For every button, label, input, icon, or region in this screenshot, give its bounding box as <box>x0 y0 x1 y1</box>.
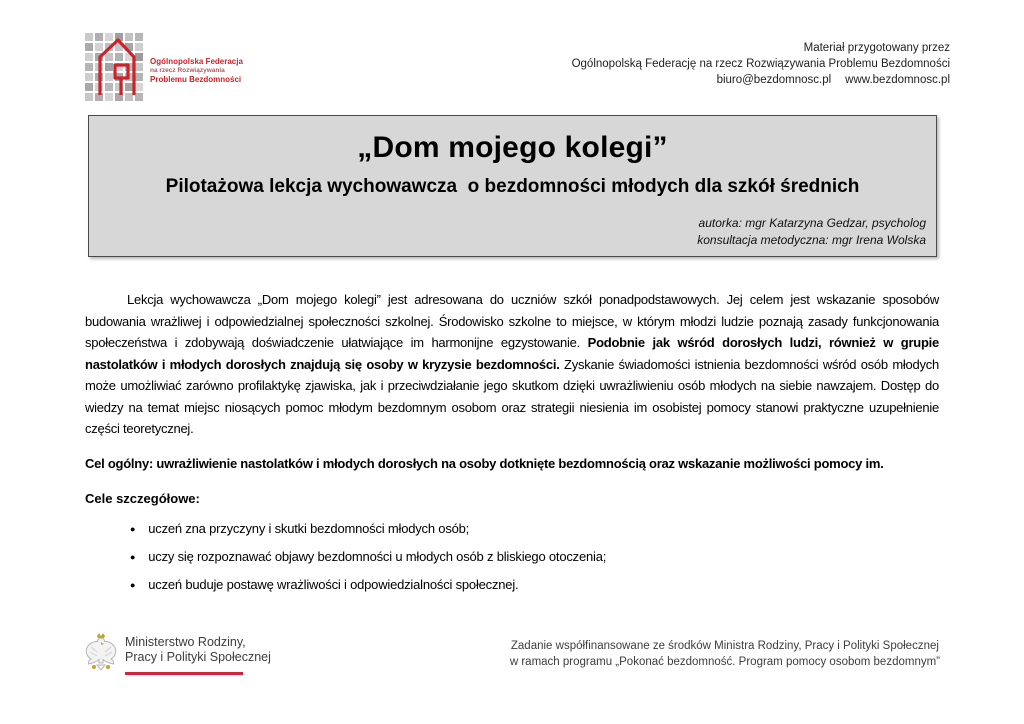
federation-name-line2: na rzecz Rozwiązywania <box>150 67 225 74</box>
goal-text: uczeń zna przyczyny i skutki bezdomności młodych osób; <box>148 521 470 536</box>
general-goal-paragraph: Cel ogólny: uwrażliwienie nastolatków i młodych dorosłych na osoby dotknięte bezdomnością oraz wskazanie możliwości pomocy im. <box>85 455 884 471</box>
title-box <box>88 115 937 257</box>
document-footer <box>85 632 940 679</box>
document-header <box>85 33 950 106</box>
consultant-line: konsultacja metodyczna: mgr Irena Wolska <box>697 233 926 247</box>
prepared-by-line2: Ogólnopolską Federację na rzecz Rozwiązywania Problemu Bezdomności <box>571 58 950 70</box>
contact-line <box>572 72 950 88</box>
main-content <box>85 289 939 605</box>
federation-name-line1: Ogólnopolska Federacja <box>150 57 243 66</box>
credits-block <box>697 215 926 249</box>
prepared-by-line1: Materiał przygotowany przez <box>803 42 950 54</box>
specific-goals-list <box>85 521 939 592</box>
intro-text-part2: Zyskanie świadomości istnienia bezdomności wśród osób młodych może umożliwiać zarówno profilaktykę zjawiska, jak i przeciwdziałanie jego skutkom dzięki uwrażliwieniu osób młodych na siebie nawzajem. Dostęp do wiedzy na temat miejsc niosących pomoc młodym bezdomnym osobom oraz strategii niesienia im osobistej pomocy stanowi praktyczne uzupełnienie części teoretycznej. <box>85 356 939 436</box>
list-item <box>130 549 939 564</box>
funding-note <box>510 632 940 670</box>
funding-line2: w ramach programu „Pokonać bezdomność. Program pomocy osobom bezdomnym” <box>509 656 940 668</box>
document-subtitle: Pilotażowa lekcja wychowawcza o bezdomności młodych dla szkół średnich <box>165 176 860 197</box>
bullet-icon: ● <box>130 524 136 534</box>
federation-name-line3: Problemu Bezdomności <box>150 75 242 84</box>
ministry-name-line1: Ministerstwo Rodziny, <box>125 635 246 649</box>
eagle-emblem-icon <box>85 632 117 679</box>
federation-logo-text <box>150 33 243 84</box>
document-title: „Dom mojego kolegi” <box>357 131 668 164</box>
list-item <box>130 521 939 536</box>
intro-text-part1: Lekcja wychowawcza „Dom mojego kolegi” jest adresowana do uczniów szkół ponadpodstawowych. Jej celem jest wskazanie sposobów budowania wrażliwej i odpowiedzialnej społeczności szkolnej. Środowisko szkolne to miejsce, w którym młodzi ludzie poznają zasady funkcjonowania społeczeństwa i zdobywają doświadczenie ułatwiające im harmonijne egzystowanie. <box>85 292 939 350</box>
specific-goals-heading: Cele szczegółowe: <box>85 491 200 506</box>
intro-text-bold: Podobnie jak wśród dorosłych ludzi, również w grupie nastolatków i młodych dorosłych znajdują się osoby w kryzysie bezdomności. <box>85 335 939 372</box>
federation-logo <box>85 33 243 106</box>
author-line: autorka: mgr Katarzyna Gedzar, psycholog <box>698 216 926 230</box>
email-text: biuro@bezdomnosc.pl <box>716 74 832 86</box>
ministry-name-block <box>125 632 271 675</box>
bullet-icon: ● <box>130 552 136 562</box>
ministry-name-line2: Pracy i Polityki Społecznej <box>125 650 271 664</box>
goal-text: uczy się rozpoznawać objawy bezdomności u młodych osób z bliskiego otoczenia; <box>148 549 607 564</box>
intro-paragraph <box>85 289 939 440</box>
goal-text: uczeń buduje postawę wrażliwości i odpowiedzialności społecznej. <box>148 577 519 592</box>
funding-line1: Zadanie współfinansowane ze środków Ministra Rodziny, Pracy i Polityki Społecznej <box>510 640 939 652</box>
bullet-icon: ● <box>130 580 136 590</box>
list-item <box>130 577 939 592</box>
prepared-by-block <box>572 33 950 88</box>
ministry-logo-block <box>85 632 271 679</box>
website-text: www.bezdomnosc.pl <box>845 74 950 86</box>
ministry-red-underline <box>125 672 243 675</box>
federation-house-icon <box>85 33 143 106</box>
